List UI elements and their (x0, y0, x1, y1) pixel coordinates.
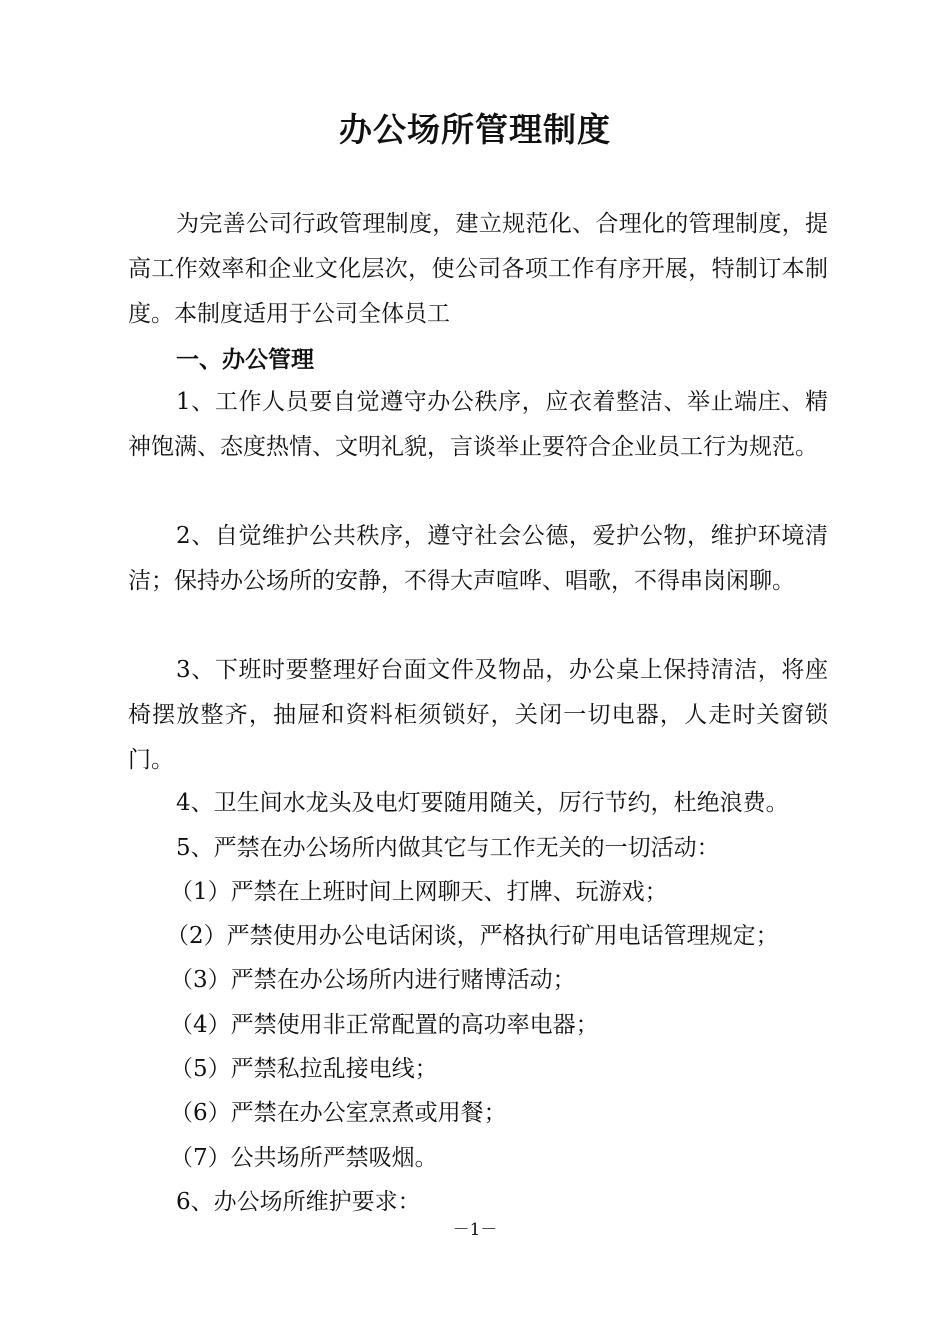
rule-item-5-sub-6: （6）严禁在办公室烹煮或用餐； (170, 1100, 507, 1126)
intro-paragraph: 为完善公司行政管理制度，建立规范化、合理化的管理制度，提高工作效率和企业文化层次，使公司各项工作有序开展，特制订本制度。本制度适用于公司全体员工 (128, 211, 828, 327)
rule-item-5-sub-2: （2）严禁使用办公电话闲谈，严格执行矿用电话管理规定； (166, 923, 779, 949)
rule-item-5-sub-5: （5）严禁私拉乱接电线； (170, 1056, 438, 1082)
rule-item-6: 6、办公场所维护要求： (176, 1189, 421, 1215)
rule-item-5: 5、严禁在办公场所内做其它与工作无关的一切活动： (176, 835, 720, 861)
rule-item-2: 2、自觉维护公共秩序，遵守社会公德，爱护公物，维护环境清洁；保持办公场所的安静，不得大声喧哗、唱歌，不得串岗闲聊。 (128, 523, 828, 594)
rule-item-5-sub-3: （3）严禁在办公场所内进行赌博活动； (170, 967, 576, 993)
rule-item-5-sub-1: （1）严禁在上班时间上网聊天、打牌、玩游戏； (170, 879, 668, 905)
rule-item-5-sub-7: （7）公共场所严禁吸烟。 (170, 1145, 438, 1171)
page-number: －1－ (452, 1220, 498, 1240)
rule-item-1: 1、工作人员要自觉遵守办公秩序，应衣着整洁、举止端庄、精神饱满、态度热情、文明礼貌，言谈举止要符合企业员工行为规范。 (128, 389, 828, 460)
rule-item-3: 3、下班时要整理好台面文件及物品，办公桌上保持清洁，将座椅摆放整齐，抽屉和资料柜须锁好，关闭一切电器，人走时关窗锁门。 (128, 657, 828, 773)
rule-item-4: 4、卫生间水龙头及电灯要随用随关，厉行节约，杜绝浪费。 (176, 790, 789, 816)
rule-item-5-sub-4: （4）严禁使用非正常配置的高功率电器； (170, 1012, 599, 1038)
section-heading-office-management: 一、办公管理 (176, 346, 314, 373)
document-title: 办公场所管理制度 (339, 110, 611, 149)
